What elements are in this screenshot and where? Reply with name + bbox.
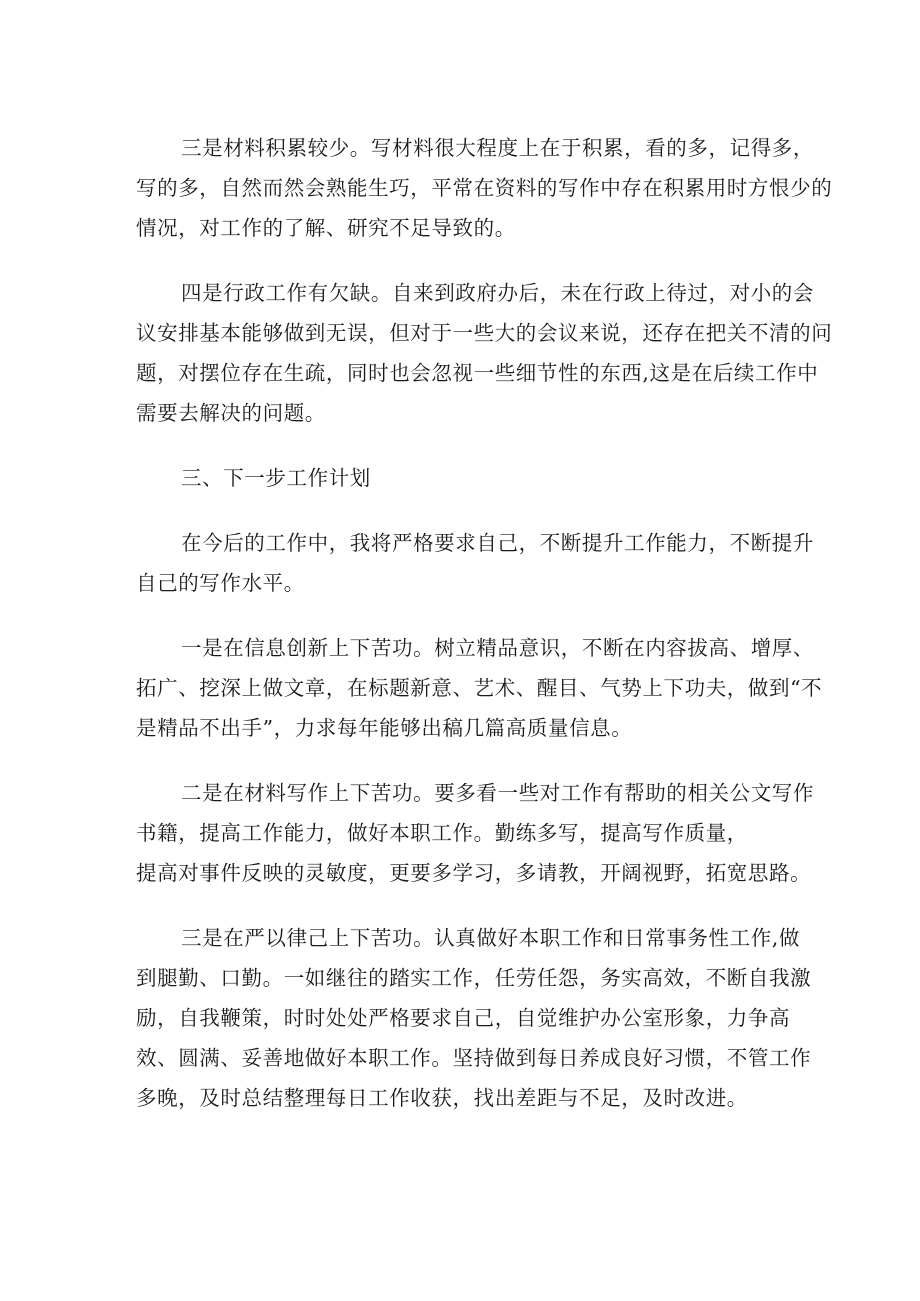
text-line: 书籍，提高工作能力，做好本职工作。勤练多写，提高写作质量， bbox=[136, 821, 748, 845]
text-line: 自己的写作水平。 bbox=[136, 571, 305, 595]
paragraph-self-discipline bbox=[136, 918, 812, 1118]
paragraph-administrative-work bbox=[136, 273, 833, 433]
text-line: 二是在材料写作上下苦功。要多看一些对工作有帮助的相关公文写作 bbox=[181, 781, 814, 805]
paragraph-materials-accumulation bbox=[136, 128, 833, 248]
text-line: 题，对摆位存在生疏，同时也会忽视一些细节性的东西,这是在后续工作中 bbox=[136, 361, 819, 385]
paragraph-material-writing bbox=[136, 773, 814, 893]
text-line: 是精品不出手”，力求每年能够出稿几篇高质量信息。 bbox=[136, 716, 633, 740]
text-line: 四是行政工作有欠缺。自来到政府办后，未在行政上待过，对小的会 bbox=[181, 281, 814, 305]
text-line: 在今后的工作中，我将严格要求自己，不断提升工作能力，不断提升 bbox=[181, 531, 814, 555]
text-line: 提高对事件反映的灵敏度，更要多学习，多请教，开阔视野，拓宽思路。 bbox=[136, 861, 812, 885]
text-line: 需要去解决的问题。 bbox=[136, 401, 326, 425]
document-body bbox=[136, 128, 833, 1143]
text-line: 写的多，自然而然会熟能生巧，平常在资料的写作中存在积累用时方恨少的 bbox=[136, 176, 833, 200]
paragraph-future-intro bbox=[136, 523, 814, 603]
text-line: 效、圆满、妥善地做好本职工作。坚持做到每日养成良好习惯，不管工作 bbox=[136, 1046, 812, 1070]
section-heading: 三、下一步工作计划 bbox=[181, 466, 371, 490]
paragraph-information-innovation bbox=[136, 628, 823, 748]
text-line: 三是在严以律己上下苦功。认真做好本职工作和日常事务性工作,做 bbox=[181, 926, 801, 950]
text-line: 励，自我鞭策，时时处处严格要求自己，自觉维护办公室形象，力争高 bbox=[136, 1006, 791, 1030]
text-line: 多晚，及时总结整理每日工作收获，找出差距与不足，及时改进。 bbox=[136, 1086, 748, 1110]
text-line: 一是在信息创新上下苦功。树立精品意识，不断在内容拔高、增厚、 bbox=[181, 636, 814, 660]
text-line: 拓广、挖深上做文章，在标题新意、艺术、醒目、气势上下功夫，做到“不 bbox=[136, 676, 823, 700]
text-line: 到腿勤、口勤。一如继往的踏实工作，任劳任怨，务实高效，不断自我激 bbox=[136, 966, 812, 990]
text-line: 三是材料积累较少。写材料很大程度上在于积累，看的多，记得多， bbox=[181, 136, 814, 160]
text-line: 议安排基本能够做到无误，但对于一些大的会议来说，还存在把关不清的问 bbox=[136, 321, 833, 345]
text-line: 情况，对工作的了解、研究不足导致的。 bbox=[136, 216, 516, 240]
